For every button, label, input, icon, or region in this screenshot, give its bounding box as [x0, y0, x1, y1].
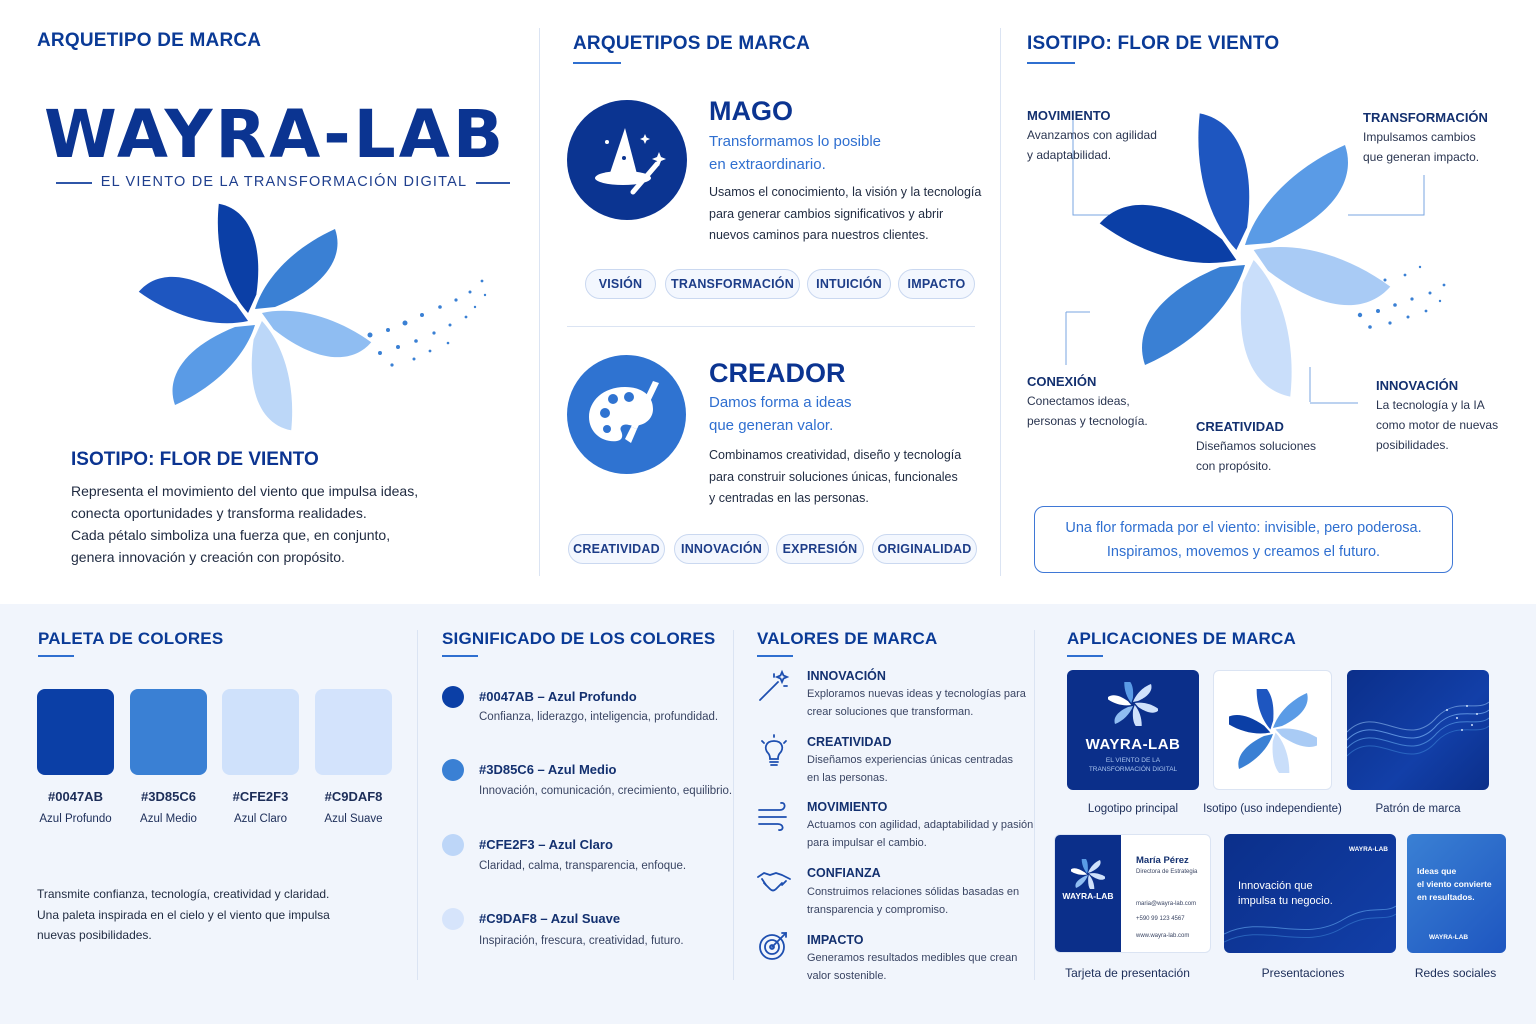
- value-title-0: INNOVACIÓN: [807, 669, 886, 683]
- meaning-title-3: #C9DAF8 – Azul Suave: [479, 911, 621, 926]
- chip-transformacion: TRANSFORMACIÓN: [665, 269, 800, 299]
- value-desc-line: Construimos relaciones sólidas basadas en: [807, 886, 1020, 898]
- label-desc-line: La tecnología y la IA: [1376, 398, 1485, 412]
- mini-flower-icon: [1071, 859, 1105, 889]
- label-desc: [1196, 436, 1316, 476]
- label-desc-line: posibilidades.: [1376, 438, 1449, 452]
- presentation-logo: WAYRA-LAB: [1348, 846, 1388, 853]
- chip-expresion: EXPRESIÓN: [776, 534, 864, 564]
- app-logo-card: [1067, 670, 1199, 790]
- label-desc-line: Avanzamos con agilidad: [1027, 128, 1157, 142]
- presentation-text: Innovación que: [1238, 880, 1313, 892]
- archetype-creador-subtitle: [709, 391, 852, 437]
- value-desc-line: Actuamos con agilidad, adaptabilidad y pasión: [807, 819, 1034, 831]
- desc-line: Usamos el conocimiento, la visión y la tecnología: [709, 185, 982, 199]
- archetype-mago-desc: [709, 182, 981, 247]
- palette-desc-line: Una paleta inspirada en el cielo y el viento que impulsa: [37, 907, 330, 922]
- value-title-4: IMPACTO: [807, 933, 864, 947]
- divider-top-1: [539, 28, 540, 576]
- archetype-mago-subtitle: [709, 130, 881, 176]
- applications-title: APLICACIONES DE MARCA: [1067, 629, 1296, 648]
- meaning-desc-2: Claridad, calma, transparencia, enfoque.: [479, 860, 687, 872]
- values-title: VALORES DE MARCA: [757, 629, 938, 648]
- value-title-2: MOVIMIENTO: [807, 800, 888, 814]
- wind-flower-logo: [130, 195, 500, 445]
- app-label-social: Redes sociales: [1414, 966, 1497, 980]
- desc-line: para construir soluciones únicas, funcionales: [709, 469, 958, 484]
- label-desc-line: personas y tecnología.: [1027, 414, 1148, 428]
- logo-card-tagline: EL VIENTO DE LA: [1105, 757, 1161, 764]
- chip-intuicion: INTUICIÓN: [807, 269, 891, 299]
- hex-azul-claro: #CFE2F3: [232, 789, 289, 804]
- chip-impacto: IMPACTO: [898, 269, 975, 299]
- business-card-person: María Pérez: [1136, 855, 1189, 866]
- isotipo-description: [71, 480, 451, 568]
- logo-card-tagline: TRANSFORMACIÓN DIGITAL: [1088, 766, 1178, 773]
- brand-archetype-title: ARQUETIPO DE MARCA: [37, 30, 262, 51]
- wizard-hat-icon: [567, 100, 687, 220]
- tagline-line-right: [476, 182, 510, 184]
- archetype-divider: [567, 326, 975, 327]
- chip-vision: VISIÓN: [585, 269, 656, 299]
- meaning-desc-0: Confianza, liderazgo, inteligencia, profundidad.: [479, 711, 719, 723]
- quote-line: Una flor formada por el viento: invisible, pero poderosa.: [1065, 519, 1422, 536]
- presentation-text: impulsa tu negocio.: [1238, 895, 1333, 907]
- label-desc-line: Diseñamos soluciones: [1196, 439, 1317, 453]
- meaning-dot: [442, 908, 464, 930]
- meaning-title-1: #3D85C6 – Azul Medio: [479, 762, 617, 777]
- isotipo-desc-line: Representa el movimiento del viento que impulsa ideas,: [71, 483, 419, 499]
- wind-icon: [756, 798, 792, 834]
- target-icon: [756, 927, 792, 963]
- social-text: el viento convierte: [1417, 879, 1492, 889]
- meaning-title: SIGNIFICADO DE LOS COLORES: [442, 629, 716, 648]
- archetypes-title: ARQUETIPOS DE MARCA: [573, 33, 811, 54]
- applications-underline: [1067, 655, 1103, 657]
- value-desc-line: Exploramos nuevas ideas y tecnologías para: [807, 688, 1026, 700]
- wind-particles: [368, 280, 487, 367]
- label-conexion: [1027, 374, 1148, 431]
- label-desc: [1027, 125, 1157, 165]
- business-card-phone: +590 99 123 4567: [1136, 916, 1185, 922]
- label-transformacion: [1363, 110, 1488, 167]
- value-desc-4: [807, 949, 1037, 985]
- label-desc-line: con propósito.: [1196, 459, 1272, 473]
- wizard-emblem: [567, 100, 687, 220]
- isotipo-desc-line: genera innovación y creación con propósito.: [71, 549, 345, 565]
- business-card-web: www.wayra-lab.com: [1136, 933, 1190, 939]
- swatch-azul-medio: [130, 689, 207, 775]
- app-label-presentation: Presentaciones: [1261, 966, 1345, 980]
- hex-azul-profundo: #0047AB: [48, 789, 103, 804]
- archetype-creador-desc: [709, 445, 961, 510]
- name-azul-medio: Azul Medio: [140, 813, 197, 825]
- isotipo-standalone-icon: [1229, 689, 1317, 773]
- value-desc-3: [807, 883, 1037, 919]
- logo-card-name: WAYRA-LAB: [1085, 736, 1181, 753]
- meaning-dot: [442, 759, 464, 781]
- value-desc-line: valor sostenible.: [807, 970, 887, 982]
- label-title: CREATIVIDAD: [1196, 419, 1284, 434]
- business-card-left: [1055, 835, 1121, 953]
- hex-azul-medio: #3D85C6: [141, 789, 196, 804]
- swatch-azul-suave: [315, 689, 392, 775]
- quote-line: Inspiramos, movemos y creamos el futuro.: [1106, 543, 1381, 560]
- desc-line: Combinamos creatividad, diseño y tecnología: [709, 448, 962, 462]
- chip-innovacion: INNOVACIÓN: [674, 534, 769, 564]
- handshake-icon: [756, 863, 792, 899]
- app-label-logo: Logotipo principal: [1087, 803, 1179, 815]
- meaning-title-0: #0047AB – Azul Profundo: [479, 689, 637, 704]
- label-title: MOVIMIENTO: [1027, 108, 1111, 123]
- meaning-dot: [442, 834, 464, 856]
- divider-bottom-1: [417, 630, 418, 980]
- meaning-desc-3: Inspiración, frescura, creatividad, futuro.: [479, 935, 684, 947]
- value-desc-1: [807, 751, 1037, 787]
- desc-line: nuevos caminos para nuestros clientes.: [709, 228, 929, 242]
- chip-originalidad: ORIGINALIDAD: [872, 534, 977, 564]
- palette-title: PALETA DE COLORES: [38, 629, 224, 648]
- tagline-line-left: [56, 182, 92, 184]
- name-azul-profundo: Azul Profundo: [39, 813, 112, 825]
- value-desc-2: [807, 816, 1037, 852]
- app-label-pattern: Patrón de marca: [1375, 803, 1461, 815]
- label-desc-line: Conectamos ideas,: [1027, 394, 1130, 408]
- label-innovacion: [1376, 378, 1498, 455]
- divider-bottom-2: [733, 630, 734, 980]
- swatch-azul-claro: [222, 689, 299, 775]
- label-title: CONEXIÓN: [1027, 374, 1097, 389]
- business-card-role: Directora de Estrategia: [1136, 869, 1198, 875]
- value-desc-line: crear soluciones que transforman.: [807, 706, 974, 718]
- value-desc-line: para impulsar el cambio.: [807, 837, 927, 849]
- business-card-logo: WAYRA-LAB: [1062, 891, 1114, 901]
- isotipo-diagram-title: ISOTIPO: FLOR DE VIENTO: [1027, 33, 1280, 54]
- meaning-desc-1: Innovación, comunicación, crecimiento, equilibrio.: [479, 785, 733, 797]
- isotipo-subtitle: ISOTIPO: FLOR DE VIENTO: [71, 449, 319, 470]
- swatch-azul-profundo: [37, 689, 114, 775]
- flower-petal: [173, 325, 256, 405]
- tagline: EL VIENTO DE LA TRANSFORMACIÓN DIGITAL: [100, 174, 468, 190]
- flower-petal: [1245, 145, 1348, 245]
- isotipo-diagram-underline: [1027, 62, 1075, 64]
- business-card-email: maria@wayra-lab.com: [1136, 901, 1197, 907]
- value-desc-line: transparencia y compromiso.: [807, 904, 949, 916]
- label-desc-line: y adaptabilidad.: [1027, 148, 1112, 162]
- isotipo-desc-line: conecta oportunidades y transforma realidades.: [71, 505, 367, 521]
- archetypes-title-underline: [573, 62, 621, 64]
- value-title-1: CREATIVIDAD: [807, 735, 892, 749]
- label-desc: [1027, 391, 1148, 431]
- archetype-mago-name: MAGO: [709, 96, 793, 126]
- divider-top-2: [1000, 28, 1001, 576]
- magic-wand-icon: [756, 668, 792, 704]
- lightbulb-icon: [756, 733, 792, 769]
- flower-petal: [255, 229, 338, 309]
- mini-flower-icon: [1108, 682, 1158, 726]
- hex-azul-suave: #C9DAF8: [324, 789, 383, 804]
- archetype-creador-name: CREADOR: [709, 358, 846, 388]
- name-azul-claro: Azul Claro: [233, 813, 288, 825]
- app-presentation-card: [1224, 834, 1396, 953]
- meaning-dot: [442, 686, 464, 708]
- value-desc-line: en las personas.: [807, 772, 888, 784]
- creator-emblem: [567, 355, 686, 474]
- social-text: en resultados.: [1417, 892, 1475, 902]
- social-text: Ideas que: [1417, 866, 1457, 876]
- values-underline: [757, 655, 793, 657]
- palette-icon: [567, 355, 686, 474]
- isotipo-quote-box: [1034, 506, 1453, 573]
- palette-underline: [38, 655, 74, 657]
- brand-name: WAYRA-LAB: [44, 96, 507, 173]
- name-azul-suave: Azul Suave: [324, 813, 383, 825]
- label-title: TRANSFORMACIÓN: [1363, 110, 1488, 125]
- divider-bottom-3: [1034, 630, 1035, 980]
- value-title-3: CONFIANZA: [807, 866, 881, 880]
- label-title: INNOVACIÓN: [1376, 378, 1459, 393]
- label-desc: [1363, 127, 1488, 167]
- subtitle-line: Transformamos lo posible: [709, 133, 882, 150]
- chip-creatividad: CREATIVIDAD: [568, 534, 665, 564]
- app-label-business-card: Tarjeta de presentación: [1065, 966, 1190, 980]
- palette-desc-line: Transmite confianza, tecnología, creatividad y claridad.: [37, 887, 330, 901]
- label-desc: [1376, 395, 1498, 455]
- isotipo-desc-line: Cada pétalo simboliza una fuerza que, en conjunto,: [71, 527, 391, 543]
- palette-desc-line: nuevas posibilidades.: [37, 928, 152, 942]
- app-social-card: [1407, 834, 1506, 953]
- palette-description: [37, 884, 330, 946]
- value-desc-0: [807, 685, 1037, 721]
- desc-line: y centradas en las personas.: [709, 491, 869, 505]
- label-desc-line: que generan impacto.: [1363, 150, 1480, 164]
- label-creatividad: [1196, 419, 1316, 476]
- wave-pattern: [1347, 670, 1489, 790]
- app-label-isotipo: Isotipo (uso independiente): [1203, 803, 1342, 815]
- label-desc-line: Impulsamos cambios: [1363, 130, 1476, 144]
- label-movimiento: [1027, 108, 1157, 165]
- meaning-title-2: #CFE2F3 – Azul Claro: [479, 837, 613, 852]
- subtitle-line: Damos forma a ideas: [709, 394, 852, 411]
- app-isotipo-card: [1213, 670, 1332, 790]
- subtitle-line: que generan valor.: [709, 417, 834, 434]
- app-business-card: [1054, 834, 1211, 953]
- desc-line: para generar cambios significativos y abrir: [709, 206, 944, 221]
- app-pattern-card: [1347, 670, 1489, 790]
- meaning-underline: [442, 655, 478, 657]
- value-desc-line: Diseñamos experiencias únicas centradas: [807, 754, 1014, 766]
- label-desc-line: como motor de nuevas: [1376, 418, 1499, 432]
- value-desc-line: Generamos resultados medibles que crean: [807, 952, 1018, 964]
- social-logo: WAYRA-LAB: [1429, 934, 1469, 941]
- subtitle-line: en extraordinario.: [709, 156, 826, 173]
- flower-petal: [1142, 265, 1245, 365]
